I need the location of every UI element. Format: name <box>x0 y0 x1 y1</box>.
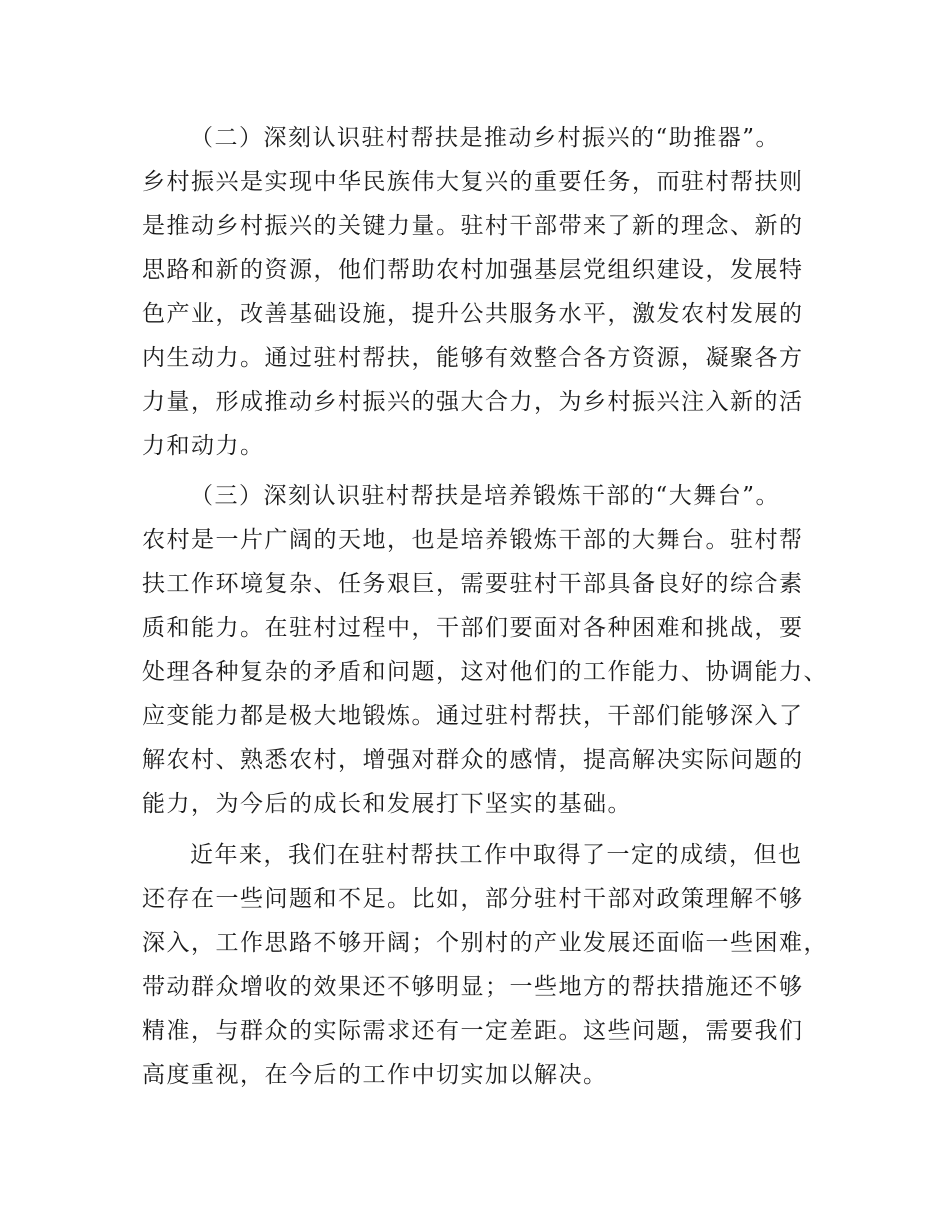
paragraph-heading: （三）深刻认识驻村帮扶是培养锻炼干部的“大舞台”。 <box>190 483 781 509</box>
text-line: 扶工作环境复杂、任务艰巨，需要驻村干部具备良好的综合素 <box>142 571 804 597</box>
text-line: 乡村振兴是实现中华民族伟大复兴的重要任务，而驻村帮扶则 <box>142 169 804 195</box>
text-line: 处理各种复杂的矛盾和问题，这对他们的工作能力、协调能力、 <box>142 659 828 685</box>
paragraph-problems <box>142 833 832 1097</box>
text-line: 力和动力。 <box>142 433 265 459</box>
text-line: 色产业，改善基础设施，提升公共服务水平，激发农村发展的 <box>142 301 804 327</box>
text-line: 质和能力。在驻村过程中，干部们要面对各种困难和挑战，要 <box>142 615 804 641</box>
text-line: 近年来，我们在驻村帮扶工作中取得了一定的成绩，但也 <box>190 842 803 868</box>
text-line: 还存在一些问题和不足。比如，部分驻村干部对政策理解不够 <box>142 886 804 912</box>
paragraph-section-two <box>142 116 832 468</box>
text-line: 应变能力都是极大地锻炼。通过驻村帮扶，干部们能够深入了 <box>142 703 804 729</box>
text-line: 深入，工作思路不够开阔；个别村的产业发展还面临一些困难， <box>142 930 828 956</box>
text-line: 解农村、熟悉农村，增强对群众的感情，提高解决实际问题的 <box>142 747 804 773</box>
text-line: 是推动乡村振兴的关键力量。驻村干部带来了新的理念、新的 <box>142 213 804 239</box>
text-line: 力量，形成推动乡村振兴的强大合力，为乡村振兴注入新的活 <box>142 389 804 415</box>
text-line: 思路和新的资源，他们帮助农村加强基层党组织建设，发展特 <box>142 257 804 283</box>
text-line: 能力，为今后的成长和发展打下坚实的基础。 <box>142 791 632 817</box>
text-line: 内生动力。通过驻村帮扶，能够有效整合各方资源，凝聚各方 <box>142 345 804 371</box>
paragraph-section-three <box>142 474 832 826</box>
text-line: 带动群众增收的效果还不够明显；一些地方的帮扶措施还不够 <box>142 974 804 1000</box>
text-line: 高度重视，在今后的工作中切实加以解决。 <box>142 1062 608 1088</box>
text-line: 精准，与群众的实际需求还有一定差距。这些问题，需要我们 <box>142 1018 804 1044</box>
text-line: 农村是一片广阔的天地，也是培养锻炼干部的大舞台。驻村帮 <box>142 527 804 553</box>
paragraph-heading: （二）深刻认识驻村帮扶是推动乡村振兴的“助推器”。 <box>190 125 781 151</box>
